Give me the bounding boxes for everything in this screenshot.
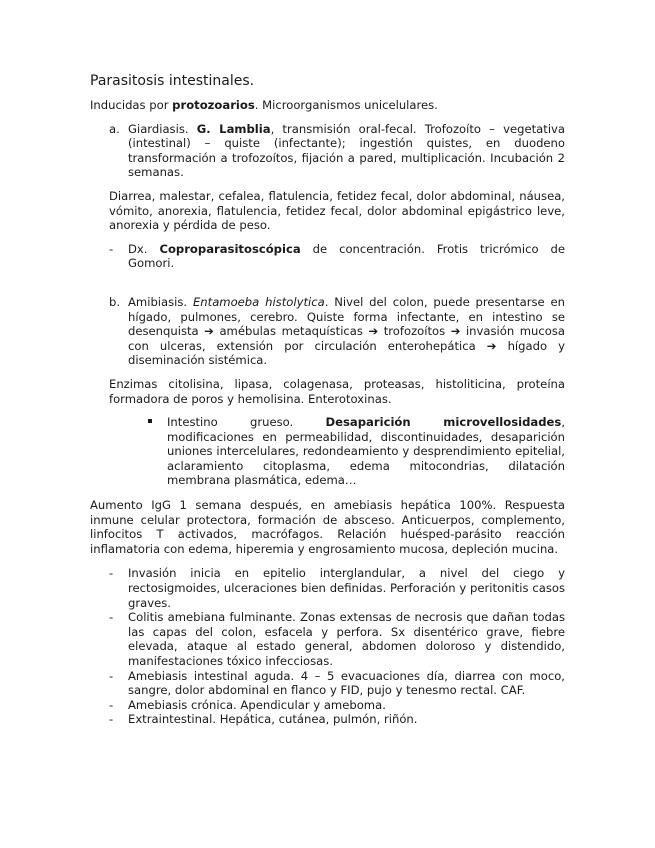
intestino-label: Intestino grueso.	[167, 415, 326, 430]
intro-text: Inducidas por	[90, 98, 173, 112]
giardiasis-description: , transmisión oral-fecal. Trofozoíto – vegetativa (intestinal) – quiste (infectante); ingestión quistes, en duodeno transformación a trofozoítos, fijación a pared, multiplicación. Incubación 2 semanas.	[128, 121, 566, 180]
giardiasis-dx-text	[128, 242, 565, 271]
list-marker: -	[109, 610, 114, 625]
respuesta-paragraph: Aumento IgG 1 semana después, en amebiasis hepática 100%. Respuesta inmune celular protectora, formación de absceso. Anticuerpos, complemento, linfocitos T activados, macrófagos. Relación huésped-parásito reacción inflamatoria con edema, hiperemia y engrosamiento mucosa, depleción mucina.	[90, 498, 565, 556]
bullet-marker	[145, 415, 167, 430]
list-marker: -	[109, 668, 114, 683]
amibiasis-organism: Entamoeba histolytica	[192, 294, 325, 309]
list-item-giardiasis-dx	[109, 242, 565, 271]
intro-paragraph	[90, 98, 565, 113]
list-item-giardiasis	[109, 122, 565, 180]
square-bullet-icon	[148, 419, 152, 423]
list-marker: a.	[109, 121, 120, 136]
list-marker: b.	[109, 294, 121, 309]
giardiasis-text	[128, 122, 565, 180]
list-item-text: Amebiasis crónica. Apendicular y ameboma.	[128, 697, 386, 712]
list-item	[109, 698, 565, 713]
list-item	[109, 712, 565, 727]
enzimas-paragraph: Enzimas citolisina, lipasa, colagenasa, proteasas, histoliticina, proteína formadora de poros y hemolisina. Enterotoxinas.	[109, 376, 565, 406]
giardiasis-organism: G. Lamblia	[196, 121, 271, 136]
list-item-text: Amebiasis intestinal aguda. 4 – 5 evacuaciones día, diarrea con moco, sangre, dolor abdominal en flanco y FID, pujo y tenesmo rectal. CAF.	[128, 668, 565, 698]
intestino-bold: Desaparición microvellosidades	[325, 415, 562, 430]
dx-description: de concentración. Frotis tricrómico de Gomori.	[128, 241, 565, 271]
page-title: Parasitosis intestinales.	[90, 73, 255, 89]
clinical-list	[90, 566, 565, 727]
list-item-text: Invasión inicia en epitelio interglandular, a nivel del ciego y rectosigmoides, ulceraciones bien definidas. Perforación y peritonitis casos graves.	[128, 566, 565, 610]
list-item-amibiasis	[109, 295, 565, 368]
amibiasis-description: . Nivel del colon, puede presentarse en hígado, pulmones, cerebro. Quiste forma infectante, en intestino se desenquista ➔ amébulas metaquísticas ➔ trofozoítos ➔ invasión mucosa con ulceras, extensión por circulación enterohepática ➔ hígado y diseminación sistémica.	[128, 294, 565, 368]
list-marker: -	[109, 566, 114, 581]
list-item	[109, 610, 565, 668]
intestino-text	[167, 415, 565, 488]
intestino-description: , modificaciones en permeabilidad, discontinuidades, desaparición uniones intercelulares, redondeamiento y desprendimiento epitelial, aclaramiento citoplasma, edema mitocondrias, dilatación membrana plasmática, edema…	[167, 415, 565, 488]
list-item	[109, 566, 565, 610]
list-marker: -	[109, 697, 114, 712]
list-item	[109, 669, 565, 698]
bullet-item-intestino	[145, 415, 565, 488]
dx-label: Dx.	[128, 241, 160, 256]
dx-method: Coproparasitoscópica	[159, 241, 301, 256]
giardiasis-label: Giardiasis.	[128, 121, 197, 136]
amibiasis-label: Amibiasis.	[128, 294, 193, 309]
intro-text-end: . Microorganismos unicelulares.	[254, 98, 438, 112]
amibiasis-text	[128, 295, 565, 368]
list-item-text: Colitis amebiana fulminante. Zonas extensas de necrosis que dañan todas las capas del colon, esfacela y perfora. Sx disentérico grave, fiebre elevada, ataque al estado general, abdomen doloroso y distendido, manifestaciones tóxico infecciosas.	[128, 610, 565, 668]
list-marker: -	[109, 712, 114, 727]
intro-bold: protozoarios	[172, 98, 255, 112]
list-marker: -	[109, 241, 114, 256]
giardiasis-symptoms: Diarrea, malestar, cefalea, flatulencia, fetidez fecal, dolor abdominal, náusea, vómito, anorexia, flatulencia, fetidez fecal, dolor abdominal epigástrico leve, anorexia y pérdida de peso.	[109, 188, 565, 233]
list-item-text: Extraintestinal. Hepática, cutánea, pulmón, riñón.	[128, 712, 418, 727]
